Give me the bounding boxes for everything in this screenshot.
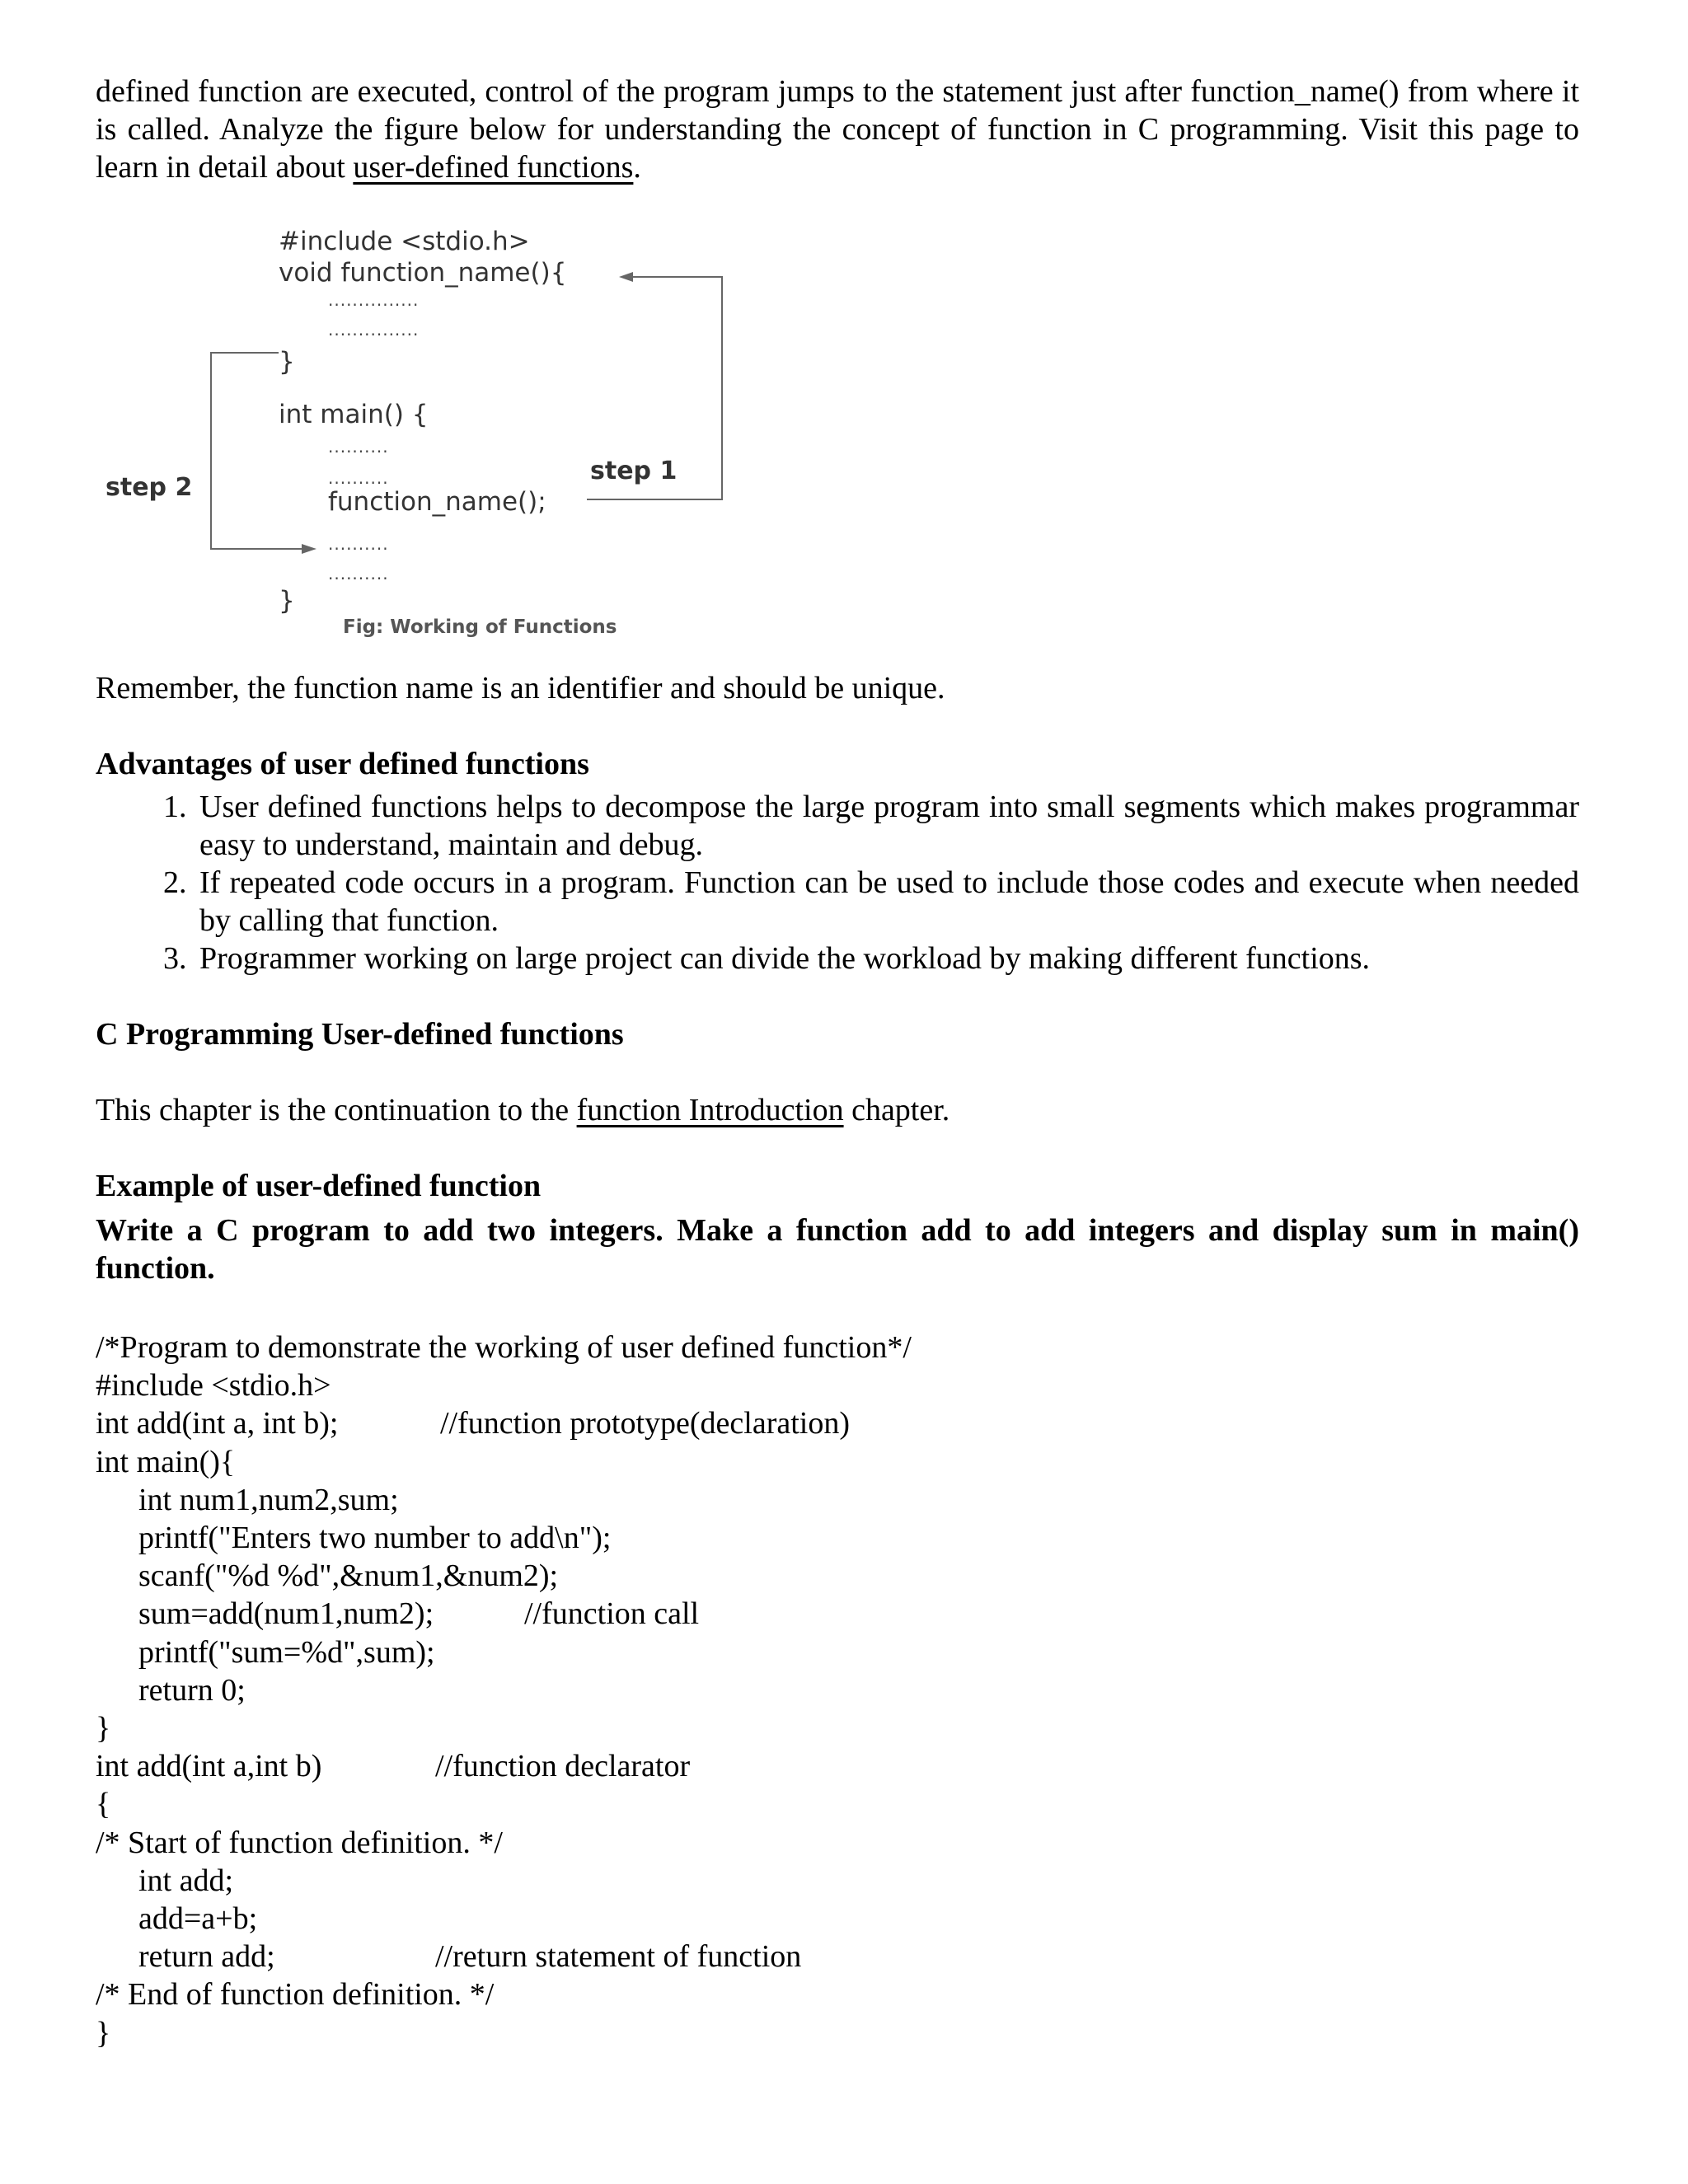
code-text: int add(int a, int b); xyxy=(96,1406,339,1441)
code-line xyxy=(96,1747,1579,1785)
list-item: 3. Programmer working on large project can divide the workload by making different functions. xyxy=(195,940,1579,977)
function-call-line: function_name(); xyxy=(328,487,546,517)
code-text: sum=add(num1,num2); xyxy=(138,1596,434,1632)
main-line: int main() { xyxy=(279,400,429,429)
function-close-brace: } xyxy=(279,347,295,377)
function-introduction-link[interactable]: function Introduction xyxy=(576,1093,844,1127)
step-2-label: step 2 xyxy=(106,473,193,502)
section-heading: C Programming User-defined functions xyxy=(96,1017,624,1052)
list-item: 1. User defined functions helps to decompose the large program into small segments which makes programmar easy to understand, maintain and debug. xyxy=(195,788,1579,864)
continuation-paragraph xyxy=(96,1091,1579,1129)
document-page xyxy=(96,73,1579,2052)
code-dots: .......... xyxy=(328,437,389,457)
code-line: /* End of function definition. */ xyxy=(96,1977,495,2013)
code-line: int main(){ xyxy=(96,1444,236,1479)
code-line: return 0; xyxy=(138,1672,246,1708)
code-dots: ............... xyxy=(328,320,420,340)
code-dots: .......... xyxy=(328,534,389,554)
function-def-line: void function_name(){ xyxy=(279,258,567,288)
code-line: printf("sum=%d",sum); xyxy=(138,1634,435,1670)
code-line xyxy=(96,1404,1579,1442)
intro-paragraph xyxy=(96,73,1579,186)
code-comment: //function call xyxy=(524,1596,700,1632)
advantages-heading: Advantages of user defined functions xyxy=(96,747,589,781)
code-line: #include <stdio.h> xyxy=(96,1368,331,1404)
main-close-brace: } xyxy=(279,586,295,616)
code-line: /* Start of function definition. */ xyxy=(96,1825,503,1860)
code-line: add=a+b; xyxy=(138,1901,258,1937)
code-dots: .......... xyxy=(328,564,389,583)
remember-note: Remember, the function name is an identifier and should be unique. xyxy=(96,671,945,705)
step-1-label: step 1 xyxy=(590,457,678,485)
code-comment: //function declarator xyxy=(435,1749,691,1784)
code-text: int add(int a,int b) xyxy=(96,1749,322,1784)
code-comment: //return statement of function xyxy=(435,1939,802,1975)
continuation-text: This chapter is the continuation to the xyxy=(96,1093,577,1127)
code-line: } xyxy=(96,1711,111,1746)
code-line: } xyxy=(96,2015,111,2050)
intro-text: defined function are executed, control of the program jumps to the statement just after function_name() from where it is called. Analyze the figure below for understanding the concept of function in C programming. Visit this page to learn in detail about xyxy=(96,74,1579,185)
code-line xyxy=(96,1938,1579,1975)
code-text: return add; xyxy=(138,1939,275,1975)
code-line: { xyxy=(96,1787,111,1822)
code-line: int num1,num2,sum; xyxy=(138,1482,399,1517)
code-line: int add; xyxy=(138,1863,234,1898)
working-of-functions-figure xyxy=(96,211,788,656)
code-line xyxy=(96,1595,1579,1633)
code-line: printf("Enters two number to add\n"); xyxy=(138,1521,612,1556)
example-task: Write a C program to add two integers. Make a function add to add integers and display sum in main() function. xyxy=(96,1213,1579,1286)
code-comment: //function prototype(declaration) xyxy=(440,1406,850,1441)
code-dots: ............... xyxy=(328,290,420,310)
example-heading: Example of user-defined function xyxy=(96,1169,542,1203)
continuation-end: chapter. xyxy=(843,1093,950,1127)
list-item: 2. If repeated code occurs in a program. Function can be used to include those codes and execute when needed by calling that function. xyxy=(195,864,1579,940)
figure-caption: Fig: Working of Functions xyxy=(343,616,617,638)
advantages-list xyxy=(96,788,1579,977)
include-line: #include <stdio.h> xyxy=(279,227,530,256)
code-line: scanf("%d %d",&num1,&num2); xyxy=(138,1558,559,1594)
code-line: /*Program to demonstrate the working of user defined function*/ xyxy=(96,1330,912,1365)
code-listing xyxy=(96,1329,1579,2052)
code-dots: .......... xyxy=(328,468,389,488)
intro-end: . xyxy=(633,150,641,185)
user-defined-functions-link[interactable]: user-defined functions xyxy=(353,150,634,185)
